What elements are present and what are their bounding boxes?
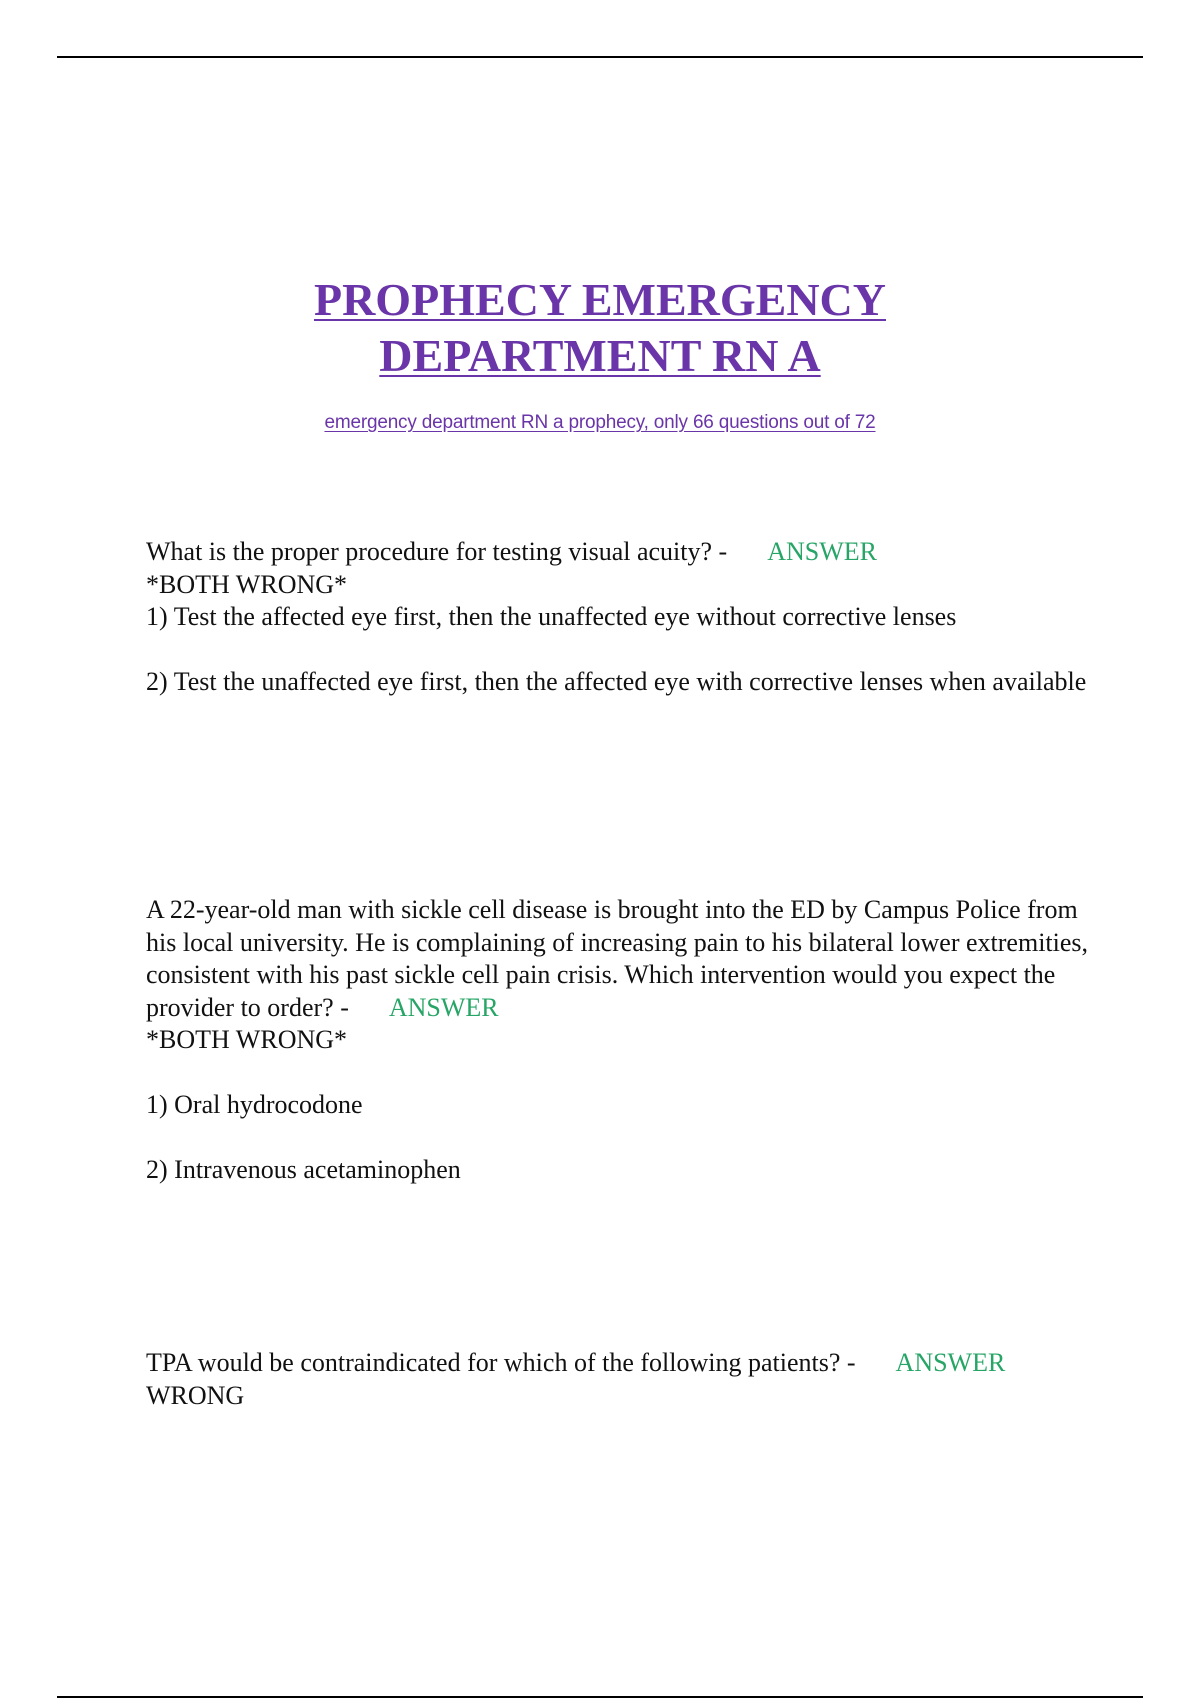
document-title xyxy=(0,272,1200,384)
question-text: What is the proper procedure for testing visual acuity? - ANSWER xyxy=(146,537,877,566)
top-rule xyxy=(57,56,1143,58)
bottom-rule xyxy=(57,1696,1143,1698)
document-subtitle: emergency department RN a prophecy, only 66 questions out of 72 xyxy=(324,412,876,433)
option-1: 1) Oral hydrocodone xyxy=(146,1090,363,1119)
question-block-1 xyxy=(146,536,1096,699)
option-2: 2) Test the unaffected eye first, then the affected eye with corrective lenses when available xyxy=(146,667,1087,696)
question-block-3 xyxy=(146,1347,1096,1412)
answer-label: ANSWER xyxy=(388,992,499,1022)
answer-label: ANSWER xyxy=(767,537,877,566)
title-line-2: DEPARTMENT RN A xyxy=(379,330,821,381)
title-line-1: PROPHECY EMERGENCY xyxy=(313,274,886,325)
option-2: 2) Intravenous acetaminophen xyxy=(146,1155,461,1184)
question-text: TPA would be contraindicated for which of the following patients? - ANSWER xyxy=(146,1348,1006,1377)
verdict-text: *BOTH WRONG* xyxy=(146,1025,348,1054)
question-text: A 22-year-old man with sickle cell disease is brought into the ED by Campus Police from his local university. He is complaining of increasing pain to his bilateral lower extremities, consistent with his past sickle cell pain crisis. Which intervention would you expect the provider to order? - ANSWER xyxy=(146,895,1089,1022)
option-1: 1) Test the affected eye first, then the unaffected eye without corrective lenses xyxy=(146,602,957,631)
answer-label: ANSWER xyxy=(895,1348,1006,1377)
question-block-2 xyxy=(146,894,1096,1187)
verdict-text: *BOTH WRONG* xyxy=(146,569,348,599)
verdict-text: WRONG xyxy=(146,1380,245,1410)
